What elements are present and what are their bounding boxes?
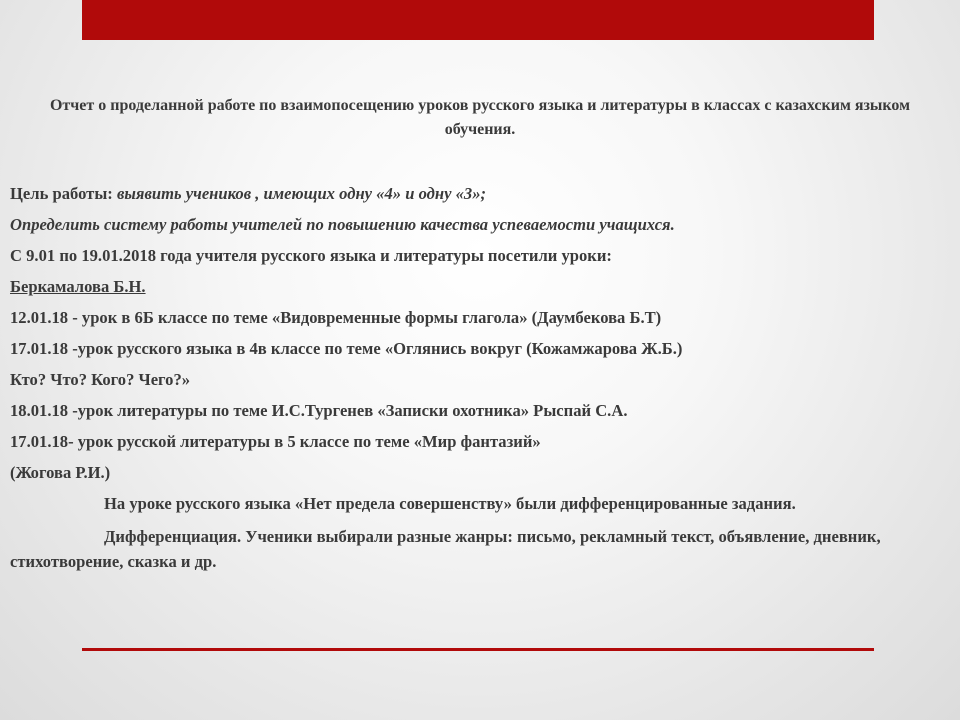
paragraph-1-text: На уроке русского языка «Нет предела совершенству» были дифференцированные задания. xyxy=(104,494,796,513)
teacher-name: Беркамалова Б.Н. xyxy=(10,277,146,296)
teacher-name-line xyxy=(10,271,940,302)
paragraph-differentiation xyxy=(10,524,940,574)
lesson-line: (Жогова Р.И.) xyxy=(10,463,111,482)
lesson-line: Кто? Что? Кого? Чего?» xyxy=(10,370,191,389)
top-accent-bar xyxy=(82,0,874,40)
lesson-line: 18.01.18 -урок литературы по теме И.С.Тургенев «Записки охотника» Рыспай С.А. xyxy=(10,401,628,420)
goal-text: выявить учеников , имеющих одну «4» и одну «3»; xyxy=(116,184,487,203)
lesson-line: 17.01.18 -урок русского языка в 4в классе по теме «Оглянись вокруг (Кожамжарова Ж.Б.) xyxy=(10,339,683,358)
lesson-line: 12.01.18 - урок в 6Б классе по теме «Видовременные формы глагола» (Даумбекова Б.Т) xyxy=(10,308,662,327)
period-line: С 9.01 по 19.01.2018 года учителя русского языка и литературы посетили уроки: xyxy=(10,246,612,265)
lesson-line: 17.01.18- урок русской литературы в 5 классе по теме «Мир фантазий» xyxy=(10,432,541,451)
goal-line-2: Определить систему работы учителей по повышению качества успеваемости учащихся. xyxy=(10,215,675,234)
goal-label: Цель работы: xyxy=(10,184,113,203)
report-title: Отчет о проделанной работе по взаимопосещению уроков русского языка и литературы в классах с казахским языком обучения. xyxy=(49,97,911,138)
bottom-divider xyxy=(82,648,874,651)
paragraph-differentiated-tasks xyxy=(10,491,940,516)
goal-line xyxy=(10,178,940,209)
paragraph-2-text: Дифференциация. Ученики выбирали разные жанры: письмо, рекламный текст, объявление, дневник, стихотворение, сказка и др. xyxy=(10,527,881,571)
report-body xyxy=(10,178,940,574)
